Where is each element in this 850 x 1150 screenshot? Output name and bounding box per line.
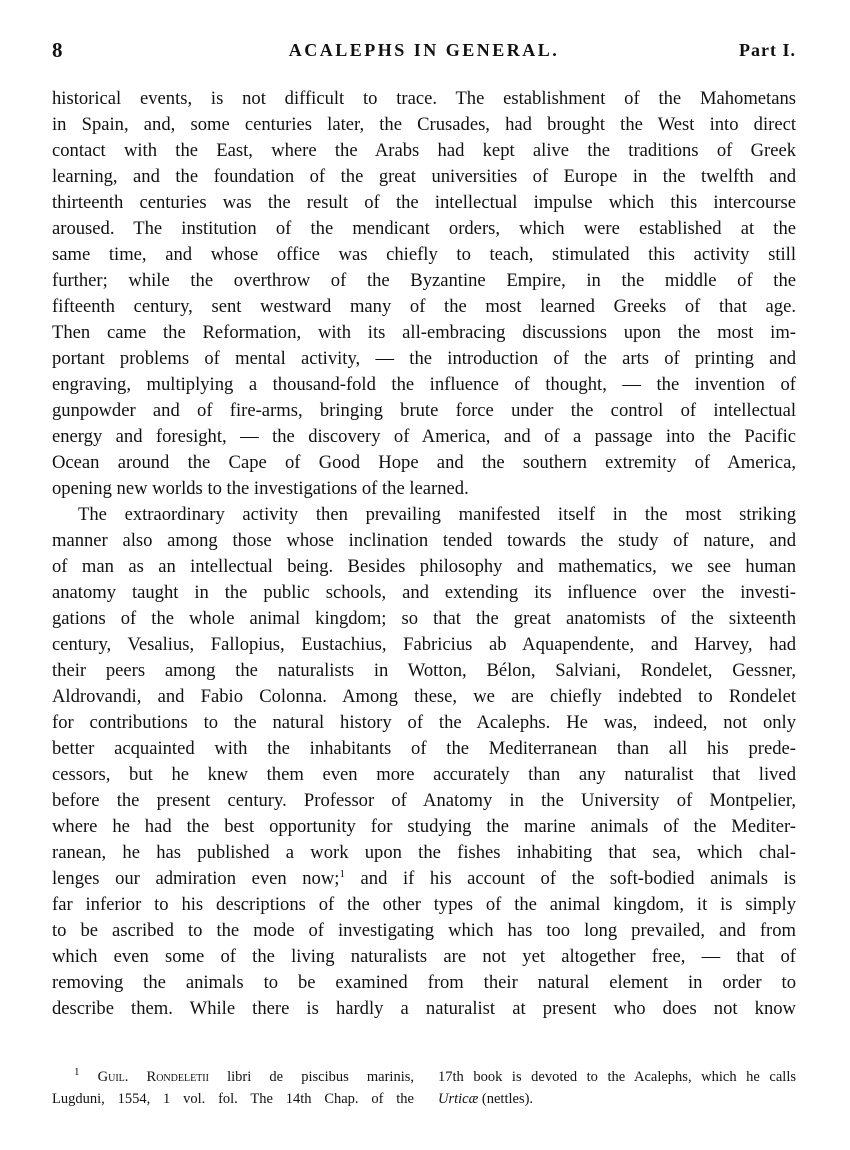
text-line-with-footnote-ref — [52, 866, 796, 892]
footnote-line: 17th book is devoted to the Acalephs, which he calls — [438, 1069, 796, 1085]
text-line: Then came the Reformation, with its all-embracing discussions upon the most im- — [52, 322, 796, 343]
text-line: for contributions to the natural history of the Acalephs. He was, indeed, not only — [52, 712, 796, 733]
footnote-author: Guil. Rondeletii — [97, 1069, 209, 1085]
footnote-line: Lugduni, 1554, 1 vol. fol. The 14th Chap. of the — [52, 1091, 414, 1107]
text-line: fifteenth century, sent westward many of the most learned Greeks of that age. — [52, 296, 796, 317]
footnote-line — [438, 1088, 796, 1110]
text-line: thirteenth centuries was the result of the intellectual impulse which this intercourse — [52, 192, 796, 213]
footnote-marker: 1 — [74, 1066, 80, 1079]
text-line: further; while the overthrow of the Byzantine Empire, in the middle of the — [52, 270, 796, 291]
text-line: Aldrovandi, and Fabio Colonna. Among these, we are chiefly indebted to Rondelet — [52, 686, 796, 707]
text-line: of man as an intellectual being. Besides philosophy and mathematics, we see human — [52, 556, 796, 577]
text-line: gations of the whole animal kingdom; so that the great anatomists of the sixteenth — [52, 608, 796, 629]
text-line: ranean, he has published a work upon the fishes inhabiting that sea, which chal- — [52, 842, 796, 863]
text-line: in Spain, and, some centuries later, the Crusades, had brought the West into direct — [52, 114, 796, 135]
text-line: manner also among those whose inclination tended towards the study of nature, and — [52, 530, 796, 551]
text-line: historical events, is not difficult to trace. The establishment of the Mahometans — [52, 88, 796, 109]
paragraph-2 — [52, 502, 796, 1022]
text-line: before the present century. Professor of Anatomy in the University of Montpelier, — [52, 790, 796, 811]
text-fragment: lenges our admiration even now; — [52, 868, 340, 889]
body-text — [52, 86, 796, 1022]
footnote-left-column — [52, 1066, 414, 1110]
text-line: same time, and whose office was chiefly to teach, stimulated this activity still — [52, 244, 796, 265]
footnote-text: (nettles). — [481, 1091, 534, 1107]
page-header — [52, 38, 796, 68]
text-line: describe them. While there is hardly a naturalist at present who does not know — [52, 998, 796, 1019]
text-line: anatomy taught in the public schools, and extending its influence over the investi- — [52, 582, 796, 603]
text-line: learning, and the foundation of the great universities of Europe in the twelfth and — [52, 166, 796, 187]
text-line: opening new worlds to the investigations of the learned. — [52, 478, 469, 499]
text-line: where he had the best opportunity for studying the marine animals of the Mediter- — [52, 816, 796, 837]
text-line: gunpowder and of fire-arms, bringing brute force under the control of intellectual — [52, 400, 796, 421]
text-line: aroused. The institution of the mendicant orders, which were established at the — [52, 218, 796, 239]
text-line: century, Vesalius, Fallopius, Eustachius, Fabricius ab Aquapendente, and Harvey, had — [52, 634, 796, 655]
text-line: which even some of the living naturalists are not yet altogether free, — that of — [52, 946, 796, 967]
running-title: ACALEPHS IN GENERAL. — [288, 40, 560, 60]
text-line: The extraordinary activity then prevailing manifested itself in the most striking — [78, 504, 796, 525]
text-line: contact with the East, where the Arabs had kept alive the traditions of Greek — [52, 140, 796, 161]
part-label: Part I. — [739, 40, 796, 60]
text-line: far inferior to his descriptions of the other types of the animal kingdom, it is simply — [52, 894, 796, 915]
footnote-line — [52, 1066, 414, 1088]
text-line: their peers among the naturalists in Wotton, Bélon, Salviani, Rondelet, Gessner, — [52, 660, 796, 681]
footnote-right-column — [438, 1066, 796, 1110]
footnote-reference: 1 — [339, 867, 345, 880]
page-number: 8 — [52, 38, 63, 62]
text-line: engraving, multiplying a thousand-fold the influence of thought, — the invention of — [52, 374, 796, 395]
paragraph-1 — [52, 86, 796, 502]
footnote-text: libri de piscibus marinis, — [227, 1069, 415, 1085]
text-line: energy and foresight, — the discovery of America, and of a passage into the Pacific — [52, 426, 796, 447]
text-line: Ocean around the Cape of Good Hope and the southern extremity of America, — [52, 452, 796, 473]
text-line: cessors, but he knew them even more accurately than any naturalist that lived — [52, 764, 796, 785]
footnote-italic-term: Urticæ — [438, 1091, 479, 1107]
text-line: portant problems of mental activity, — the introduction of the arts of printing and — [52, 348, 796, 369]
text-line: better acquainted with the inhabitants of the Mediterranean than all his prede- — [52, 738, 796, 759]
text-fragment: and if his account of the soft-bodied animals is — [360, 868, 796, 889]
text-line: to be ascribed to the mode of investigating which has too long prevailed, and from — [52, 920, 796, 941]
text-line: removing the animals to be examined from their natural element in order to — [52, 972, 796, 993]
